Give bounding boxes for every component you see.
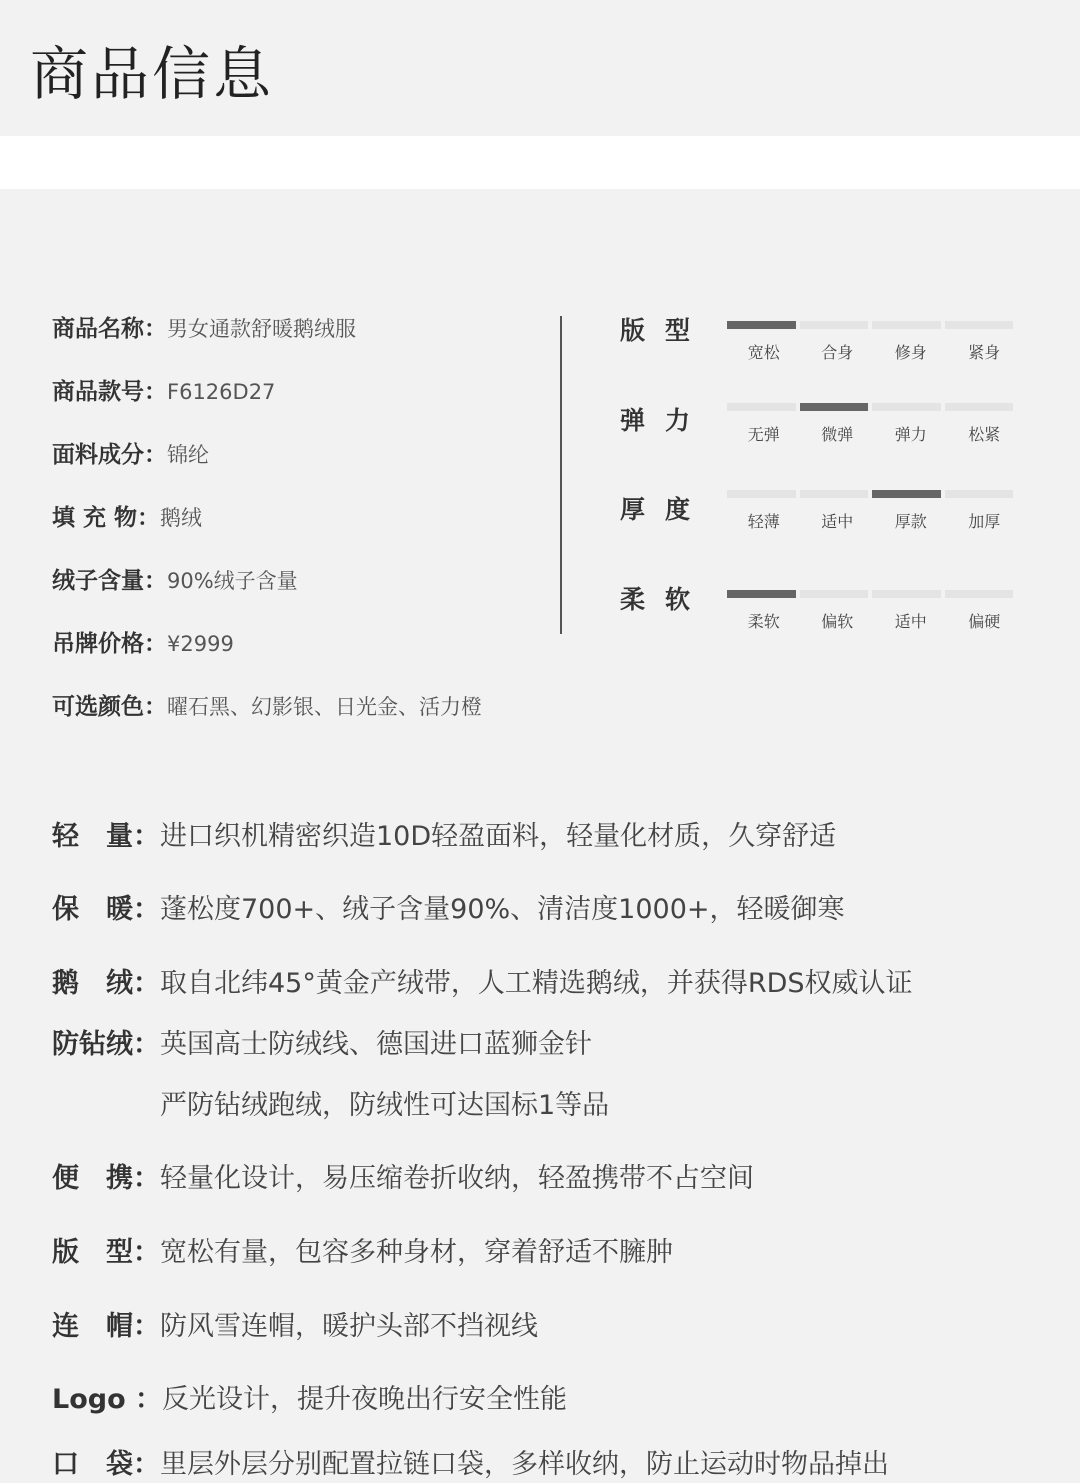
feature-row — [160, 1088, 609, 1124]
attribute-segment-selected — [872, 490, 941, 498]
attribute-segment — [945, 321, 1014, 329]
attribute-segment-selected — [727, 590, 796, 598]
info-value: 鹅绒 — [160, 506, 203, 530]
info-key: 吊牌价格： — [52, 631, 167, 657]
feature-value: 反光设计，提升夜晚出行安全性能 — [162, 1384, 568, 1415]
feature-value: 蓬松度700+、绒子含量90%、清洁度1000+，轻暖御寒 — [160, 894, 845, 925]
attribute-segment — [800, 490, 869, 498]
attribute-bar — [727, 490, 1013, 498]
info-value: 锦纶 — [167, 443, 209, 467]
attribute-option: 紧身 — [968, 343, 1001, 362]
attribute-bar — [727, 321, 1013, 329]
feature-row — [52, 819, 836, 855]
attribute-segment — [800, 321, 869, 329]
feature-key: Logo ： — [52, 1384, 163, 1415]
info-key: 面料成分： — [52, 442, 167, 468]
attribute-option: 弹力 — [894, 425, 927, 444]
feature-row — [52, 1161, 754, 1197]
attribute-scale — [620, 316, 1040, 376]
attribute-options — [727, 343, 1021, 363]
info-key: 可选颜色： — [52, 694, 167, 720]
info-key: 商品款号： — [52, 379, 167, 405]
feature-key: 防钻绒： — [52, 1029, 160, 1060]
attribute-segment-selected — [800, 403, 869, 411]
feature-row — [52, 1027, 592, 1063]
feature-key: 连 帽： — [52, 1311, 160, 1342]
attribute-segment — [945, 490, 1014, 498]
feature-key: 便 携： — [52, 1163, 160, 1194]
feature-row — [52, 1382, 567, 1418]
attribute-segment — [727, 490, 796, 498]
attribute-option: 适中 — [894, 612, 927, 631]
feature-key: 版 型： — [52, 1237, 160, 1268]
info-row — [52, 561, 572, 624]
attribute-option: 微弹 — [821, 425, 854, 444]
attribute-option: 松紧 — [968, 425, 1001, 444]
attribute-label: 厚度 — [620, 495, 711, 524]
attribute-label: 版型 — [620, 316, 711, 345]
feature-value: 取自北纬45°黄金产绒带，人工精选鹅绒，并获得RDS权威认证 — [160, 968, 913, 999]
attribute-option: 宽松 — [747, 343, 780, 362]
feature-row — [52, 1309, 538, 1345]
info-key: 绒子含量： — [52, 568, 167, 594]
attribute-segment — [800, 590, 869, 598]
attribute-segment — [872, 403, 941, 411]
attribute-options — [727, 512, 1021, 532]
attribute-option: 厚款 — [894, 512, 927, 531]
info-key: 填 充 物： — [52, 505, 161, 531]
info-value: 曜石黑、幻影银、日光金、活力橙 — [167, 695, 482, 719]
attribute-bar — [727, 403, 1013, 411]
attribute-option: 适中 — [821, 512, 854, 531]
vertical-divider — [560, 316, 562, 634]
feature-key: 轻 量： — [52, 821, 160, 852]
feature-value: 里层外层分别配置拉链口袋，多样收纳，防止运动时物品掉出 — [160, 1449, 889, 1480]
attribute-option: 偏软 — [821, 612, 854, 631]
attribute-segment — [872, 321, 941, 329]
feature-row — [52, 966, 913, 1002]
feature-value: 进口织机精密织造10D轻盈面料，轻量化材质，久穿舒适 — [160, 821, 837, 852]
attribute-option: 合身 — [821, 343, 854, 362]
feature-row — [52, 892, 845, 928]
feature-value: 严防钻绒跑绒，防绒性可达国标1等品 — [160, 1090, 610, 1121]
attribute-bar — [727, 590, 1013, 598]
info-value: ¥2999 — [167, 632, 234, 656]
white-band — [0, 136, 1080, 189]
attribute-segment-selected — [727, 321, 796, 329]
info-row — [52, 435, 572, 498]
attribute-option: 加厚 — [968, 512, 1001, 531]
attribute-segment — [727, 403, 796, 411]
content — [0, 189, 1080, 1478]
info-key: 商品名称： — [52, 316, 167, 342]
attribute-option: 修身 — [894, 343, 927, 362]
feature-row — [52, 1235, 673, 1271]
attribute-option: 偏硬 — [968, 612, 1001, 631]
info-row — [52, 372, 572, 435]
attribute-segment — [945, 403, 1014, 411]
attribute-option: 无弹 — [747, 425, 780, 444]
feature-value: 宽松有量，包容多种身材，穿着舒适不臃肿 — [160, 1237, 673, 1268]
info-value: F6126D27 — [167, 380, 276, 404]
feature-key: 保 暖： — [52, 894, 160, 925]
page-title: 商品信息 — [30, 40, 275, 108]
feature-key: 口 袋： — [52, 1449, 160, 1480]
feature-value: 英国高士防绒线、德国进口蓝狮金针 — [160, 1029, 592, 1060]
attribute-label: 弹力 — [620, 406, 711, 435]
attribute-scale — [620, 585, 1040, 645]
attribute-options — [727, 425, 1021, 445]
feature-key: 鹅 绒： — [52, 968, 160, 999]
info-row — [52, 498, 572, 561]
info-row — [52, 309, 572, 372]
info-row — [52, 687, 572, 750]
info-value: 男女通款舒暖鹅绒服 — [167, 317, 356, 341]
attribute-segment — [872, 590, 941, 598]
feature-value: 轻量化设计，易压缩卷折收纳，轻盈携带不占空间 — [160, 1163, 754, 1194]
info-list — [52, 309, 572, 750]
attribute-label: 柔软 — [620, 585, 711, 614]
attribute-option: 轻薄 — [747, 512, 780, 531]
attribute-segment — [945, 590, 1014, 598]
header — [0, 0, 1080, 136]
attribute-options — [727, 612, 1021, 632]
feature-value: 防风雪连帽，暖护头部不挡视线 — [160, 1311, 538, 1342]
attribute-option: 柔软 — [747, 612, 780, 631]
attribute-scale — [620, 495, 1040, 555]
info-row — [52, 624, 572, 687]
info-value: 90%绒子含量 — [167, 569, 298, 593]
attribute-scale — [620, 406, 1040, 466]
